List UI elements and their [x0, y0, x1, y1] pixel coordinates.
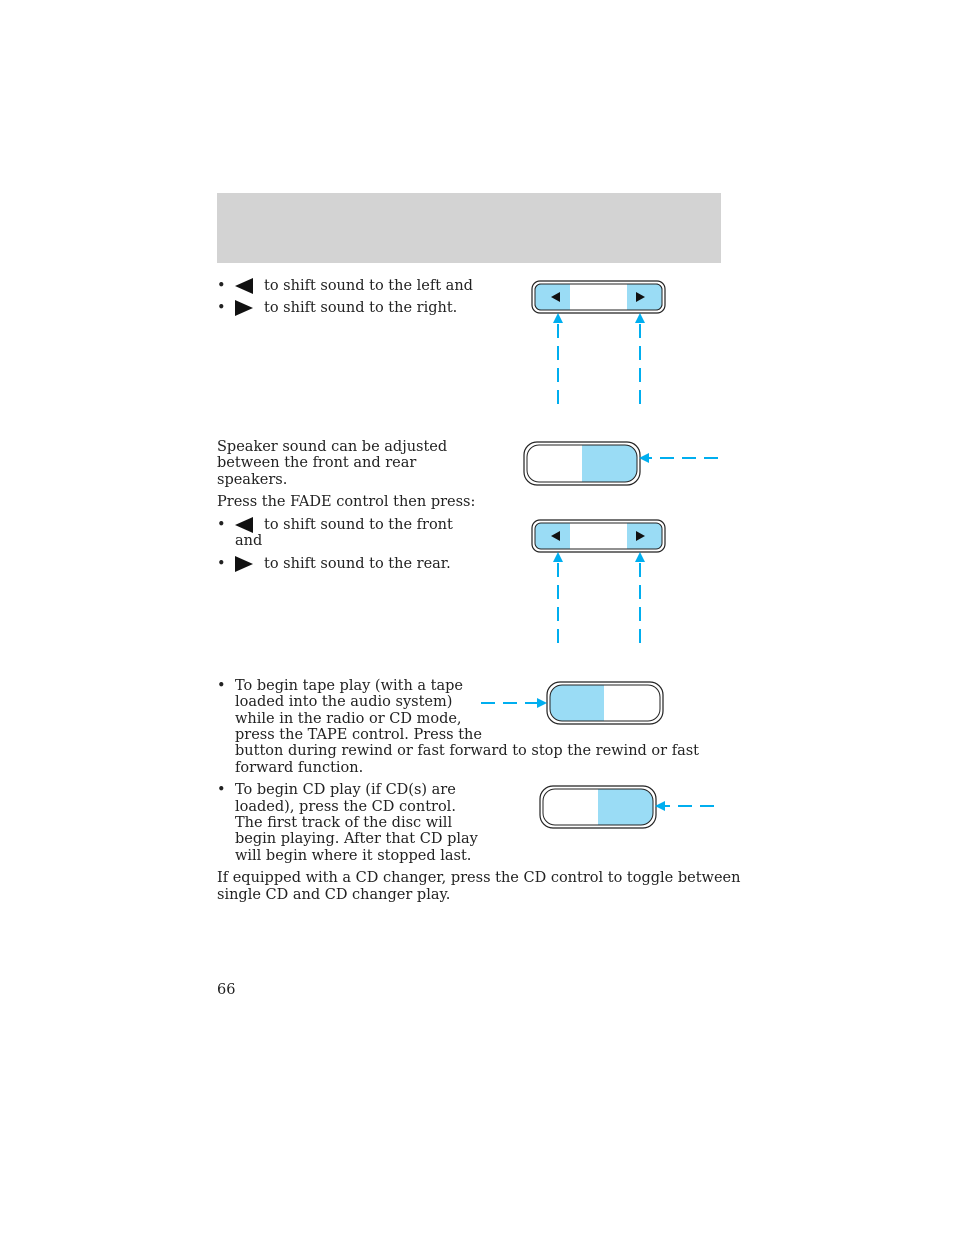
- cd-line: will begin where it stopped last.: [235, 848, 472, 864]
- fade-rear-text: to shift sound to the rear.: [264, 556, 451, 572]
- cd-line: The first track of the disc will: [235, 815, 453, 831]
- bullet: •: [217, 517, 226, 533]
- balance-left-text: to shift sound to the left and: [264, 278, 473, 294]
- fade-instruction: Press the FADE control then press:: [217, 494, 476, 510]
- balance-right-text: to shift sound to the right.: [264, 300, 458, 316]
- fade-intro-line: speakers.: [217, 472, 288, 488]
- balance-rocker-button: [532, 281, 665, 313]
- cd-line: To begin CD play (if CD(s) are: [235, 782, 456, 798]
- tape-line: forward function.: [235, 760, 364, 776]
- fade-button: [524, 442, 640, 485]
- tape-line: press the TAPE control. Press the: [235, 727, 482, 743]
- bullet: •: [217, 782, 226, 798]
- fade-front-text-cont: and: [235, 533, 263, 549]
- bullet: •: [217, 678, 226, 694]
- changer-line: single CD and CD changer play.: [217, 887, 451, 903]
- fade-rocker-button: [532, 520, 665, 552]
- cd-line: begin playing. After that CD play: [235, 831, 478, 847]
- changer-line: If equipped with a CD changer, press the CD control to toggle between: [217, 870, 741, 886]
- cd-line: loaded), press the CD control.: [235, 799, 456, 815]
- bullet: •: [217, 300, 226, 316]
- tape-line: while in the radio or CD mode,: [235, 711, 462, 727]
- bullet: •: [217, 556, 226, 572]
- fade-intro-line: Speaker sound can be adjusted: [217, 439, 448, 455]
- fade-front-text: to shift sound to the front: [264, 517, 453, 533]
- page-number: 66: [217, 982, 236, 998]
- fade-intro-line: between the front and rear: [217, 455, 417, 471]
- tape-line: To begin tape play (with a tape: [235, 678, 463, 694]
- cd-button: [540, 786, 656, 828]
- tape-line: button during rewind or fast forward to stop the rewind or fast: [235, 743, 699, 759]
- tape-line: loaded into the audio system): [235, 694, 453, 710]
- bullet: •: [217, 278, 226, 294]
- tape-button: [547, 682, 663, 724]
